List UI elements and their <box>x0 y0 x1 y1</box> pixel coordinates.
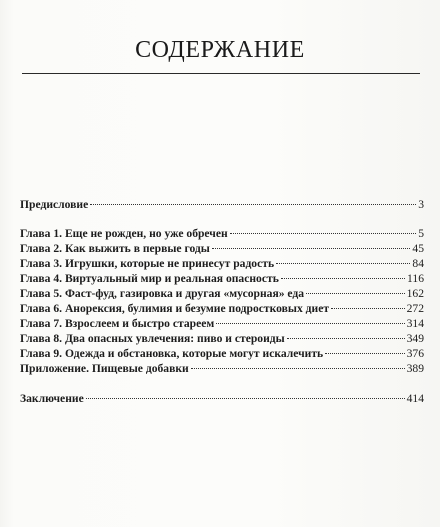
toc-chapter-number: Глава 7. <box>20 317 63 330</box>
toc-chapter-number: Глава 3. <box>20 257 63 270</box>
toc-chapter-number: Глава 9. <box>20 347 63 360</box>
toc-chapter-label: Два опасных увлечения: пиво и стероиды <box>64 332 285 345</box>
toc-entry-title <box>20 256 274 272</box>
toc-entry-chapter-9 <box>20 346 424 362</box>
toc-chapter-number: Глава 1. <box>20 227 63 240</box>
toc-leader-dots <box>90 204 416 205</box>
toc-entry-title <box>20 226 228 242</box>
toc-entry-page: 314 <box>406 317 424 330</box>
title-divider <box>22 73 420 74</box>
toc-entry-title <box>20 346 323 362</box>
toc-chapter-label: Виртуальный мир и реальная опасность <box>64 272 279 285</box>
page-title: СОДЕРЖАНИЕ <box>135 37 305 63</box>
toc-entry-chapter-8 <box>20 331 424 347</box>
toc-entry-chapter-1 <box>20 226 424 242</box>
toc-leader-dots <box>325 353 404 354</box>
toc-leader-dots <box>216 323 404 324</box>
toc-chapter-number: Глава 6. <box>20 302 63 315</box>
toc-entry-chapter-6 <box>20 301 424 317</box>
toc-chapter-label: Фаст-фуд, газировка и другая «мусорная» еда <box>64 287 305 300</box>
toc-chapter-number: Глава 8. <box>20 332 63 345</box>
toc-leader-dots <box>191 368 405 369</box>
toc-entry-title: Приложение. Пищевые добавки <box>20 362 189 375</box>
toc-leader-dots <box>281 278 405 279</box>
toc-entry-title: Предисловие <box>20 198 89 211</box>
toc-entry-page: 349 <box>406 332 424 345</box>
toc-entry-title: Заключение <box>20 392 84 405</box>
toc-entry-chapter-7 <box>20 316 424 332</box>
toc-chapter-label: Как выжить в первые годы <box>64 242 210 255</box>
toc-entry-page: 3 <box>418 198 424 211</box>
toc-chapter-label: Еще не рожден, но уже обречен <box>64 227 228 240</box>
toc-chapter-number: Глава 2. <box>20 242 63 255</box>
toc-entry-appendix <box>20 361 424 377</box>
toc-leader-dots <box>212 248 411 249</box>
toc-entry-title <box>20 316 214 332</box>
toc-chapter-label: Одежда и обстановка, которые могут искалечить <box>64 347 324 360</box>
toc-entry-conclusion <box>20 391 424 407</box>
toc-entry-page: 389 <box>406 362 424 375</box>
toc-leader-dots <box>276 263 410 264</box>
toc-entry-title <box>20 241 210 257</box>
toc-entry-page: 162 <box>406 287 424 300</box>
toc-entry-page: 45 <box>412 242 424 255</box>
toc-entry-page: 5 <box>418 227 424 240</box>
toc-chapter-label: Анорексия, булимия и безумие подростковых диет <box>64 302 330 315</box>
toc-leader-dots <box>287 338 405 339</box>
toc-entry-title <box>20 271 279 287</box>
toc-leader-dots <box>306 293 405 294</box>
toc-chapter-number: Глава 5. <box>20 287 63 300</box>
toc-entry-chapter-3 <box>20 256 424 272</box>
toc-entry-title <box>20 286 304 302</box>
toc-leader-dots <box>230 233 417 234</box>
toc-entry-page: 84 <box>412 257 424 270</box>
toc-entry-page: 414 <box>406 392 424 405</box>
toc-leader-dots <box>331 308 405 309</box>
toc-chapter-label: Игрушки, которые не принесут радость <box>64 257 275 270</box>
toc-entry-page: 116 <box>407 272 424 285</box>
toc-entry-chapter-5 <box>20 286 424 302</box>
toc-entry-preface <box>20 197 424 213</box>
toc-leader-dots <box>86 398 405 399</box>
toc-entry-chapter-2 <box>20 241 424 257</box>
toc-entry-title <box>20 301 329 317</box>
toc-entry-page: 272 <box>406 302 424 315</box>
toc-chapter-number: Глава 4. <box>20 272 63 285</box>
toc-entry-chapter-4 <box>20 271 424 287</box>
toc-entry-page: 376 <box>406 347 424 360</box>
toc-entry-title <box>20 331 285 347</box>
toc-chapter-label: Взрослеем и быстро стареем <box>64 317 215 330</box>
